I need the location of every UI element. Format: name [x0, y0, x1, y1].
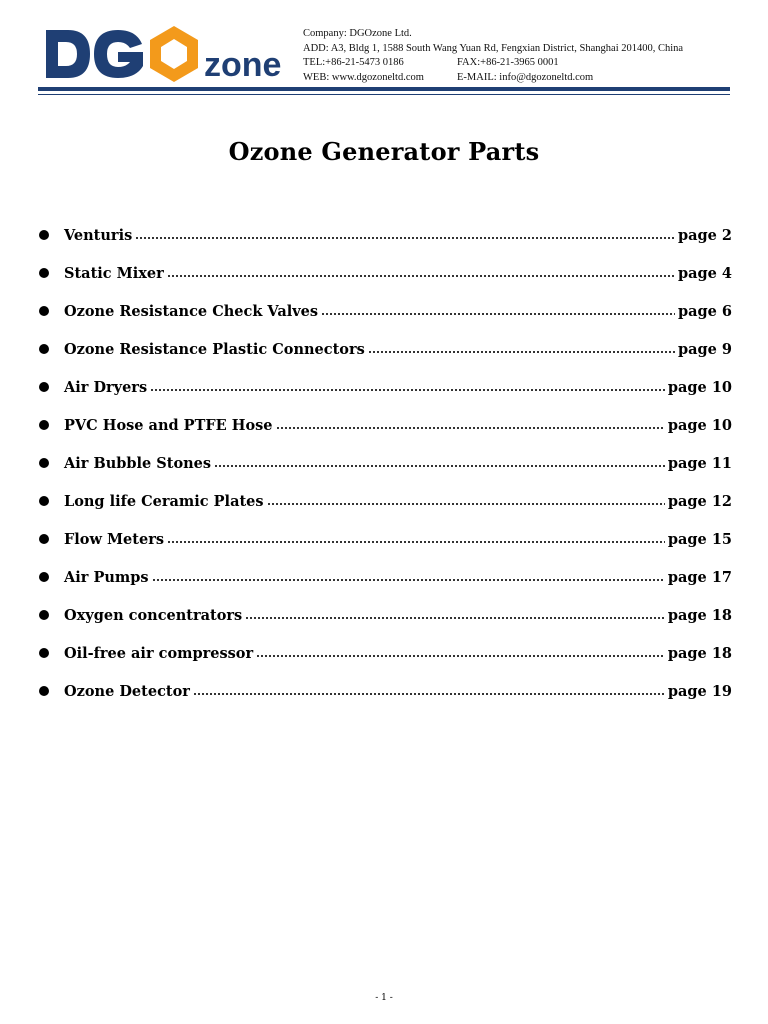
- toc-label: Air Pumps: [64, 568, 149, 586]
- dot-leader: [256, 655, 665, 657]
- bullet-icon: [39, 230, 49, 240]
- toc-label: Ozone Detector: [64, 682, 190, 700]
- page-title: Ozone Generator Parts: [228, 137, 540, 166]
- company-address: ADD: A3, Bldg 1, 1588 South Wang Yuan Rd, Fengxian District, Shanghai 201400, China: [303, 42, 684, 54]
- toc-label: Oxygen concentrators: [64, 606, 243, 624]
- page-number: - 1 -: [375, 993, 393, 1003]
- dot-leader: [135, 237, 675, 239]
- toc-page: page 2: [677, 226, 732, 244]
- toc-item: [38, 520, 732, 558]
- dot-leader: [368, 351, 675, 353]
- bullet-icon: [39, 610, 49, 620]
- toc-page: page 6: [677, 302, 732, 320]
- toc-label: Air Bubble Stones: [64, 454, 212, 472]
- toc-item: [38, 672, 732, 710]
- toc-item: [38, 482, 732, 520]
- company-email: E-MAIL: info@dgozoneltd.com: [457, 71, 594, 83]
- toc-page: page 19: [667, 682, 732, 700]
- toc-item: [38, 634, 732, 672]
- toc-page: page 18: [667, 606, 732, 624]
- company-info: [303, 27, 683, 85]
- toc-item: [38, 368, 732, 406]
- bullet-icon: [39, 534, 49, 544]
- letterhead: [0, 0, 768, 100]
- toc-page: page 18: [667, 644, 732, 662]
- bullet-icon: [39, 420, 49, 430]
- toc-page: page 4: [677, 264, 732, 282]
- dot-leader: [167, 541, 665, 543]
- toc-item: [38, 406, 732, 444]
- toc-item: [38, 254, 732, 292]
- dot-leader: [167, 275, 675, 277]
- toc-page: page 11: [667, 454, 732, 472]
- bullet-icon: [39, 496, 49, 506]
- logo-wordmark: zone: [204, 46, 282, 82]
- toc-page: page 10: [667, 378, 732, 396]
- toc-label: Long life Ceramic Plates: [64, 492, 264, 510]
- company-web: WEB: www.dgozoneltd.com: [303, 71, 424, 83]
- header-divider-thick: [38, 87, 730, 91]
- toc-label: Flow Meters: [64, 530, 165, 548]
- toc-page: page 15: [667, 530, 732, 548]
- toc-label: PVC Hose and PTFE Hose: [64, 416, 273, 434]
- toc-item: [38, 558, 732, 596]
- bullet-icon: [39, 686, 49, 696]
- toc-item: [38, 444, 732, 482]
- bullet-icon: [39, 648, 49, 658]
- table-of-contents: [38, 216, 732, 710]
- bullet-icon: [39, 382, 49, 392]
- toc-item: [38, 596, 732, 634]
- dot-leader: [321, 313, 675, 315]
- dot-leader: [276, 427, 665, 429]
- toc-label: Oil-free air compressor: [64, 644, 254, 662]
- bullet-icon: [39, 458, 49, 468]
- header-divider-thin: [38, 94, 730, 95]
- toc-label: Venturis: [64, 226, 133, 244]
- dot-leader: [150, 389, 665, 391]
- toc-page: page 9: [677, 340, 732, 358]
- dot-leader: [267, 503, 665, 505]
- toc-label: Ozone Resistance Check Valves: [64, 302, 319, 320]
- bullet-icon: [39, 572, 49, 582]
- toc-page: page 12: [667, 492, 732, 510]
- dot-leader: [245, 617, 665, 619]
- toc-page: page 10: [667, 416, 732, 434]
- toc-label: Ozone Resistance Plastic Connectors: [64, 340, 365, 358]
- company-fax: FAX:+86-21-3965 0001: [457, 57, 559, 68]
- bullet-icon: [39, 344, 49, 354]
- dot-leader: [193, 693, 665, 695]
- bullet-icon: [39, 306, 49, 316]
- company-tel: TEL:+86-21-5473 0186: [303, 57, 404, 68]
- toc-item: [38, 292, 732, 330]
- dgozone-logo: [46, 26, 296, 82]
- toc-label: Air Dryers: [64, 378, 148, 396]
- toc-page: page 17: [667, 568, 732, 586]
- toc-label: Static Mixer: [64, 264, 164, 282]
- toc-item: [38, 216, 732, 254]
- dot-leader: [152, 579, 665, 581]
- toc-item: [38, 330, 732, 368]
- dot-leader: [214, 465, 665, 467]
- company-name: Company: DGOzone Ltd.: [303, 28, 412, 39]
- bullet-icon: [39, 268, 49, 278]
